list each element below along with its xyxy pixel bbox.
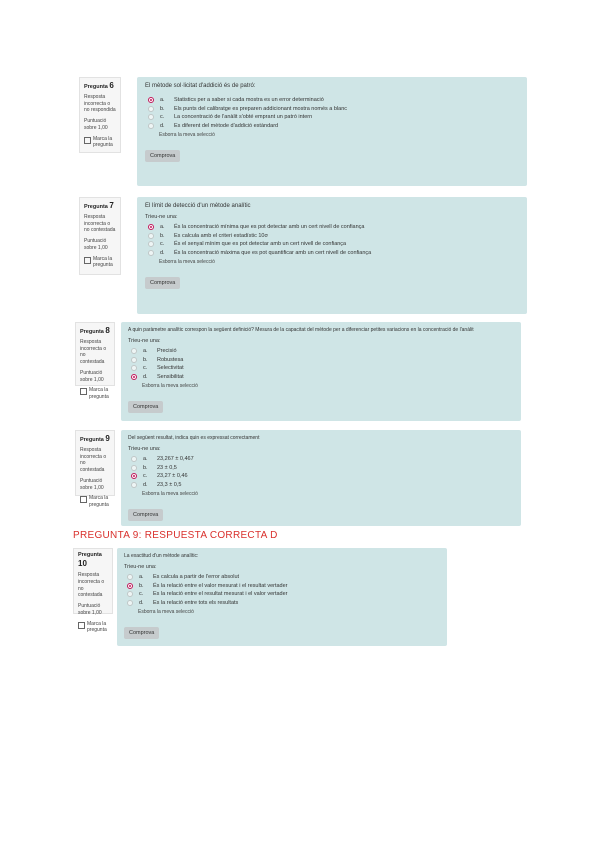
question-info: [75, 322, 115, 401]
question-number: Pregunta 7: [84, 201, 114, 210]
question-number: Pregunta 8: [80, 326, 110, 335]
clear-selection-link[interactable]: Esborra la meva selecció: [138, 608, 194, 615]
question-text: La exactitud d'un mètode analític:: [124, 553, 199, 559]
radio-icon[interactable]: [131, 456, 137, 462]
radio-icon[interactable]: [148, 241, 154, 247]
question-content: [137, 197, 527, 314]
answer-option-d[interactable]: d. Sensibilitat: [131, 374, 514, 380]
question-content: [121, 322, 521, 421]
radio-icon[interactable]: [127, 600, 133, 606]
answer-option-a[interactable]: a. És la concentració mínima que es pot detectar amb un cert nivell de confiança: [148, 224, 519, 230]
question-status: Resposta incorrecta o no contestada: [78, 572, 105, 599]
flag-question-link[interactable]: Marca la pregunta: [84, 136, 116, 150]
answer-option-d[interactable]: d. Es la relació entre tots els resultats: [127, 600, 440, 606]
radio-selected-icon[interactable]: [148, 224, 154, 230]
radio-icon[interactable]: [131, 357, 137, 363]
check-button[interactable]: Comprova: [124, 627, 159, 639]
answer-option-a[interactable]: a. Es calcula a partir de l'error absolut: [127, 574, 440, 580]
answer-option-b[interactable]: b. És la relació entre el valor mesurat i el resultat vertader: [127, 583, 440, 589]
clear-selection-link[interactable]: Esborra la meva selecció: [159, 131, 215, 138]
question-status: Resposta incorrecta o no contestada: [84, 213, 116, 234]
radio-icon[interactable]: [131, 365, 137, 371]
choose-one-prompt: Trieu-ne una:: [128, 446, 161, 452]
check-button[interactable]: Comprova: [128, 401, 163, 413]
answer-option-a[interactable]: a. Precisió: [131, 348, 514, 354]
question-content: [137, 77, 527, 186]
radio-icon[interactable]: [131, 465, 137, 471]
question-marks: Puntuació sobre 1,00: [80, 477, 104, 491]
check-button[interactable]: Comprova: [145, 150, 180, 162]
radio-icon[interactable]: [127, 591, 133, 597]
radio-selected-icon[interactable]: [131, 473, 137, 479]
question-marks: Puntuació sobre 1,00: [84, 238, 108, 251]
answer-note: PREGUNTA 9: RESPUESTA CORRECTA D: [73, 530, 278, 541]
question-info: [75, 430, 115, 509]
question-number: Pregunta 10: [78, 552, 102, 569]
answer-option-d[interactable]: d. Es diferent del mètode d'addició estàndard: [148, 123, 519, 129]
answer-option-c[interactable]: c. Selectivitat: [131, 365, 514, 371]
flag-icon: [84, 137, 91, 144]
question-number: Pregunta 9: [80, 434, 110, 443]
question-marks: Puntuació sobre 1,00: [80, 369, 104, 383]
question-info: [73, 548, 113, 634]
answer-option-d[interactable]: d. És la concentració màxima que es pot quantificar amb un cert nivell de confiança: [148, 250, 519, 256]
answer-option-c[interactable]: c. Es la relació entre el resultat mesurat i el valor vertader: [127, 591, 440, 597]
answer-option-a[interactable]: a. Statistics per a saber si cada mostra es un error determinació: [148, 97, 519, 103]
question-text: El mètode sol·licitat d'addició és de patró:: [145, 83, 256, 89]
clear-selection-link[interactable]: Esborra la meva selecció: [159, 258, 215, 265]
flag-icon: [84, 257, 91, 264]
question-marks: Puntuació sobre 1,00: [78, 603, 102, 616]
question-info: [79, 197, 121, 275]
question-text: A quin paràmetre analític correspon la següent definició? Mesura de la capacitat del mètode per a diferenciar petites variacions en la concentració de l'anàlit: [128, 327, 474, 333]
radio-icon[interactable]: [131, 348, 137, 354]
choose-one-prompt: Trieu-ne una:: [124, 564, 157, 570]
answer-option-a[interactable]: a. 23,267 ± 0,467: [131, 456, 514, 462]
choose-one-prompt: Trieu-ne una:: [145, 214, 178, 220]
question-status: Resposta incorrecta o no contestada: [80, 338, 107, 366]
radio-icon[interactable]: [148, 106, 154, 112]
question-text: Del següent resultat, indica quin es expressat correctament: [128, 435, 260, 441]
flag-question-link[interactable]: Marca la pregunta: [80, 387, 110, 401]
answer-option-c[interactable]: c. La concentració de l'anàlit s'obté emprant un patró intern: [148, 114, 519, 120]
answer-option-b[interactable]: b. 23 ± 0,5: [131, 465, 514, 471]
answer-option-b[interactable]: b. Els punts del calibratge es preparen addicionant mostra només a blanc: [148, 106, 519, 112]
question-text: El límit de detecció d'un mètode analític: [145, 203, 251, 209]
radio-icon[interactable]: [127, 574, 133, 580]
question-status: Resposta incorrecta o no respondida: [84, 93, 116, 114]
flag-question-link[interactable]: Marca la pregunta: [80, 495, 110, 509]
flag-icon: [80, 496, 87, 503]
answer-option-c[interactable]: c. 23,27 ± 0,46: [131, 473, 514, 479]
flag-question-link[interactable]: Marca la pregunta: [78, 621, 108, 635]
radio-icon[interactable]: [131, 482, 137, 488]
answer-option-c[interactable]: c. És el senyal mínim que es pot detectar amb un cert nivell de confiança: [148, 241, 519, 247]
choose-one-prompt: Trieu-ne una:: [128, 338, 161, 344]
answer-option-d[interactable]: d. 23,3 ± 0,5: [131, 482, 514, 488]
radio-selected-icon[interactable]: [148, 97, 154, 103]
radio-icon[interactable]: [148, 233, 154, 239]
question-content: [121, 430, 521, 526]
radio-selected-icon[interactable]: [127, 583, 133, 589]
flag-icon: [78, 622, 85, 629]
question-number: Pregunta 6: [84, 81, 114, 90]
radio-selected-icon[interactable]: [131, 374, 137, 380]
radio-icon[interactable]: [148, 250, 154, 256]
clear-selection-link[interactable]: Esborra la meva selecció: [142, 490, 198, 497]
flag-icon: [80, 388, 87, 395]
answer-option-b[interactable]: b. Robustesa: [131, 357, 514, 363]
radio-icon[interactable]: [148, 114, 154, 120]
check-button[interactable]: Comprova: [145, 277, 180, 289]
answer-option-b[interactable]: b. Es calcula amb el criteri estadístic 10σ: [148, 233, 519, 239]
question-info: [79, 77, 121, 153]
question-content: [117, 548, 447, 646]
clear-selection-link[interactable]: Esborra la meva selecció: [142, 382, 198, 389]
check-button[interactable]: Comprova: [128, 509, 163, 521]
question-status: Resposta incorrecta o no contestada: [80, 446, 107, 474]
flag-question-link[interactable]: Marca la pregunta: [84, 256, 116, 270]
question-marks: Puntuació sobre 1,00: [84, 118, 108, 131]
radio-icon[interactable]: [148, 123, 154, 129]
